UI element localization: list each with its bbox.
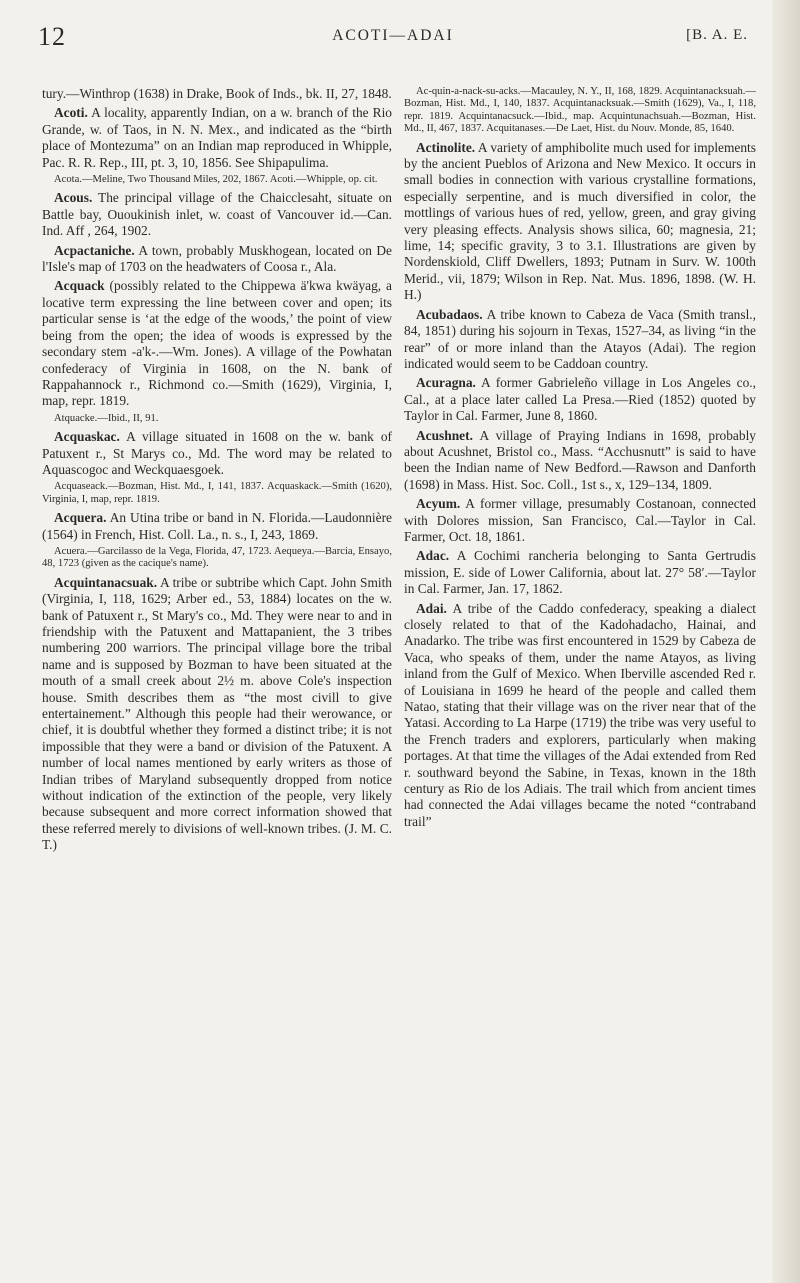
citation-block: Atquacke.—Ibid., II, 91.: [54, 412, 159, 424]
entry-headword: Acushnet.: [416, 427, 473, 443]
entry-text: A village situated in 1608 on the w. bank of Patuxent r., St Marys co., Md. The word may be related to Aquascogoc and Weckquaesgoek.: [42, 429, 392, 477]
entry-text: A tribe or subtribe which Capt. John Smith (Virginia, I, 118, 1629; Arber ed., 53, 1884) locates on the w. bank of Patuxent r., St Mary's co., Md. They were near to and in friendship with the Patuxent and Mattapanient, the 3 tribes numbering 200 warriors. The principal village bore the tribal name and is supposed by Bozman to have been situated at the mouth of a small creek about 2½ m. above Cole's inspection house. Smith describes them as “the most civill to give entertainement.” Although this people had their werowance, or chief, it is doubtful whether they formed a distinct tribe; it is not impossible that they were a band or division of the Patuxent. A number of local names mentioned by early writers as those of Indian tribes of Maryland subsequently dropped from notice without indication of the extinction of the people, very likely because subsequent and more correct information showed that these referred merely to divisions of well-known tribes. (J. M. C. T.): [42, 574, 392, 853]
dictionary-entry: [42, 575, 392, 854]
entry-continuation: tury.—Winthrop (1638) in Drake, Book of Inds., bk. II, 27, 1848.: [42, 86, 392, 101]
page-number: 12: [38, 22, 66, 51]
entry-headword: Adac.: [416, 548, 450, 564]
entry-text: A former Gabrieleño village in Los Angeles co., Cal., at a place later called La Presa.—Ried (1852) quoted by Taylor in Cal. Farmer, June 8, 1860.: [404, 375, 756, 424]
dictionary-entry: [42, 510, 392, 543]
entry-text: A former village, presumably Costanoan, connected with Dolores mission, San Francisco, Cal.—Taylor in Cal. Farmer, Oct. 18, 1861.: [404, 496, 756, 544]
entry-text: A locality, apparently Indian, on a w. branch of the Rio Grande, w. of Taos, in N. N. Mex., and indicated as the “birth place of Montezuma” on an Indian map reproduced in Whipple, Pac. R. R. Rep., III, pt. 3, 10, 1856. See Shipapulima.: [42, 105, 392, 170]
page-header: [38, 22, 748, 56]
citation-block: Acquaseack.—Bozman, Hist. Md., I, 141, 1837. Acquaskack.—Smith (1620), Virginia, I, map, repr. 1819.: [42, 481, 392, 505]
entry-text: An Utina tribe or band in N. Florida.—Laudonnière (1564) in French, Hist. Coll. La., n. s., I, 243, 1869.: [42, 510, 392, 542]
entry-text: A town, probably Muskhogean, located on De l'Isle's map of 1703 on the headwaters of Coosa r., Ala.: [42, 242, 392, 275]
entry-headword: Actinolite.: [416, 139, 476, 155]
dictionary-entry: [42, 105, 392, 171]
entry-text: A variety of amphibolite much used for implements by the ancient Pueblos of Arizona and New Mexico. It occurs in small bodies in connection with various crystalline formations, especially serpentine, and is much diversified in color, the mottlings of various hues of red, yellow, green, and gray giving very pleasing effects. Analysis shows silica, 60; magnesia, 21; lime, 14; specific gravity, 3 to 3.1. Illustrations are given by Nordenskiold, Cliff Dwellers, 1893; Putnam in Surv. W. 100th Merid., vii, 1879; Wilson in Rep. Nat. Mus. 1896, 1898. (W. H. H.): [404, 139, 756, 303]
entry-headword: Acpactaniche.: [54, 242, 135, 258]
left-column: [42, 86, 392, 857]
entry-text: The principal village of the Chaicclesaht, situate on Battle bay, Ououkinish inlet, w. coast of Vancouver id.—Can. Ind. Aff , 264, 1902.: [42, 190, 392, 239]
dictionary-entry: [42, 278, 392, 409]
entry-headword: Acquack: [54, 278, 105, 294]
dictionary-entry: [42, 190, 392, 239]
dictionary-entry: [404, 307, 756, 373]
right-column: [404, 86, 756, 833]
entry-headword: Acquera.: [54, 510, 107, 526]
entry-headword: Acquaskac.: [54, 429, 120, 445]
entry-headword: Acuragna.: [416, 375, 476, 391]
entry-headword: Adai.: [416, 600, 447, 616]
citation-block: Acuera.—Garcilasso de la Vega, Florida, 47, 1723. Aequeya.—Barcia, Ensayo, 48, 1723 (given as the cacique's name).: [42, 545, 392, 570]
entry-headword: Acyum.: [416, 496, 461, 512]
dictionary-entry: [404, 601, 756, 831]
entry-text: (possibly related to the Chippewa ä'kwa kwäyag, a locative term expressing the line between cover and open; its particular sense is ‘at the edge of the woods,’ the point of view being from the open; the idea of woods is expressed by the secondary stem -a'k-.—Wm. Jones). A village of the Powhatan confederacy of Virginia in 1608, on the N. bank of Rappahannock r., Richmond co.—Smith (1629), Virginia, I, map, repr. 1819.: [42, 278, 392, 409]
dictionary-entry: [404, 140, 756, 304]
dictionary-entry: [42, 429, 392, 478]
dictionary-entry: [404, 375, 756, 424]
dictionary-entry: [404, 496, 756, 545]
series-reference: [B. A. E.: [686, 27, 748, 43]
dictionary-entry: [404, 548, 756, 597]
entry-headword: Acubadaos.: [416, 306, 483, 322]
dictionary-entry: [42, 243, 392, 276]
entry-text: A Cochimi rancheria belonging to Santa Gertrudis mission, E. side of Lower California, about lat. 27° 58′.—Taylor in Cal. Farmer, Jan. 17, 1862.: [404, 548, 756, 597]
entry-text: A tribe known to Cabeza de Vaca (Smith transl., 84, 1851) during his sojourn in Texas, 1527–34, as living “in the rear” of or more inland than the Atayos (Adai). The region indicated would seem to be Caddoan country.: [404, 306, 756, 371]
dictionary-entry: [404, 428, 756, 494]
entry-headword: Acoti.: [54, 105, 88, 121]
entry-headword: Acous.: [54, 190, 93, 206]
entry-text: A tribe of the Caddo confederacy, speaking a dialect closely related to that of the Kadohadacho, Hainai, and Anadarko. The tribe was first encountered in 1529 by Cabeza de Vaca, who speaks of them, under the name Atayos, as living inland from the Gulf of Mexico. When Iberville ascended Red r. of Louisiana in 1699 he heard of the people and called them Natao, stating that their village was on the river near that of the Yatasi. According to La Harpe (1719) the tribe was very useful to the French traders and explorers, particularly when making portages. At that time the villages of the Adai extended from Red r. southward beyond the Sabine, in Texas, known in the 18th century as Rio de los Adiais. The trail which from ancient times had connected the Adai villages became the noted “contraband trail”: [404, 600, 756, 829]
entry-headword: Acquintanacsuak.: [54, 574, 158, 590]
citation-block: Ac-quin-a-nack-su-acks.—Macauley, N. Y., II, 168, 1829. Acquintanacksuah.—Bozman, Hist. Md., I, 140, 1837. Acquintanacksuak.—Smith (1629), Va., I, 118, repr. 1819. Acquintanacsuck.—Ibid., map. Acquintunachsuah.—Bozman, Hist. Md., II, 467, 1837. Acquitanases.—De Laet, Hist. du Nouv. Monde, 85, 1640.: [404, 86, 756, 135]
running-head: ACOTI—ADAI: [332, 27, 454, 44]
entry-text: A village of Praying Indians in 1698, probably about Acushnet, Bristol co., Mass. “Acchusnutt” is said to have been the Indian name of New Bedford.—Rawson and Danforth (1698) in Mass. Hist. Soc. Coll., 1st s., x, 129–134, 1809.: [404, 427, 756, 492]
citation-block: Acota.—Meline, Two Thousand Miles, 202, 1867. Acoti.—Whipple, op. cit.: [54, 174, 378, 186]
page-edge-shadow: [772, 0, 800, 1283]
